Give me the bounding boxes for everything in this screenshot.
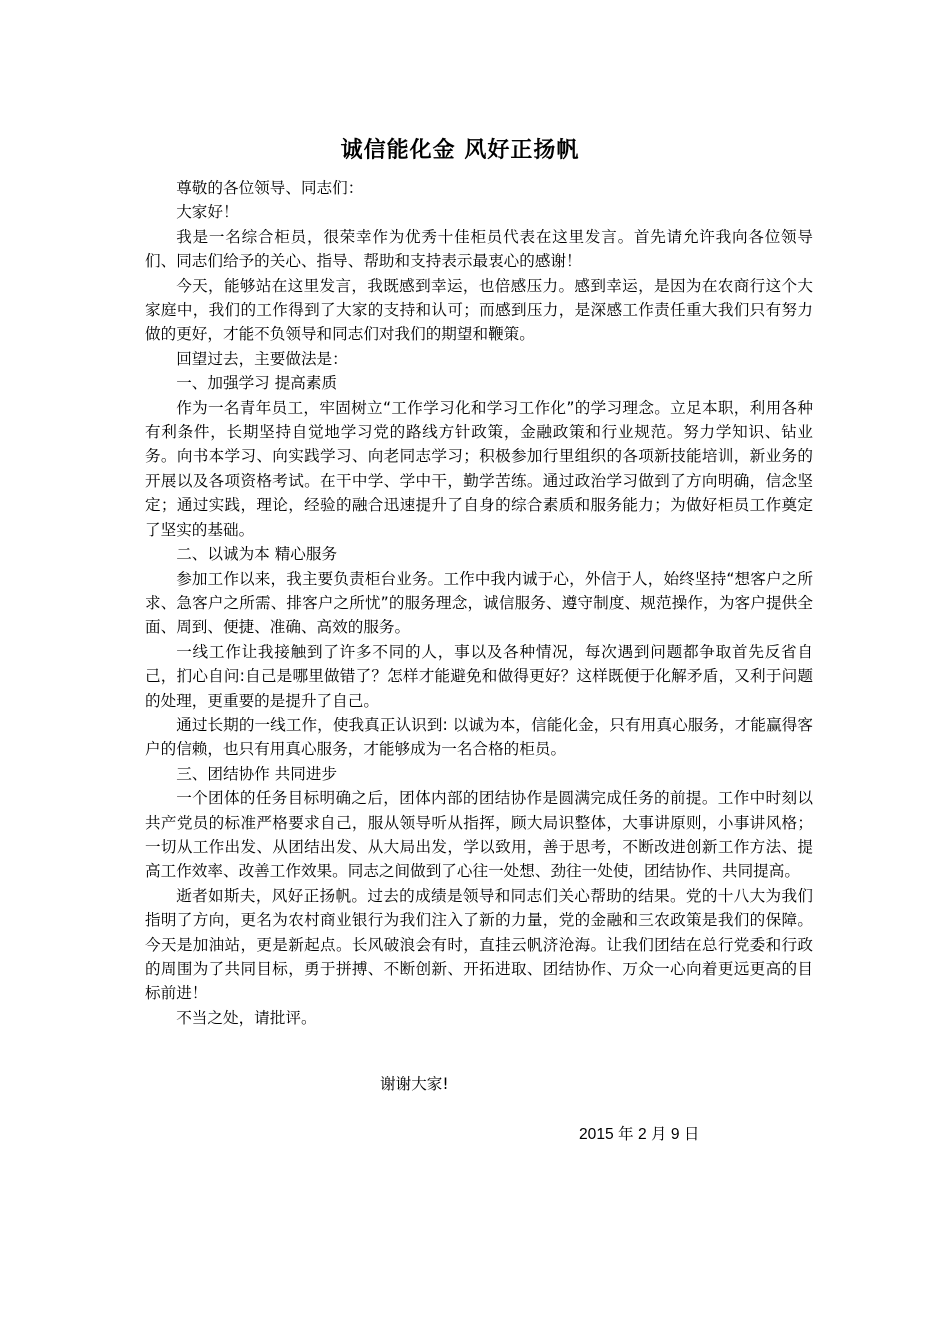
document-date: 2015 年 2 月 9 日 xyxy=(579,1126,700,1143)
section-heading: 三、团结协作 共同进步 xyxy=(176,764,338,783)
body-paragraph: 回望过去，主要做法是： xyxy=(176,349,348,368)
greeting: 大家好！ xyxy=(176,203,239,222)
body-paragraph: 我是一名综合柜员，很荣幸作为优秀十佳柜员代表在这里发言。首先请允许我向各位领导们、同志们给予的关心、指导、帮助和支持表示最衷心的感谢！ xyxy=(145,227,813,271)
body-paragraph: 作为一名青年员工，牢固树立“工作学习化和学习工作化”的学习理念。立足本职，利用各种有利条件，长期坚持自觉地学习党的路线方针政策，金融政策和行业规范。努力学知识、钻业务。向书本学习、向实践学习、向老同志学习；积极参加行里组织的各项新技能培训，新业务的开展以及各项资格考试。在干中学、学中干，勤学苦练。通过政治学习做到了方向明确，信念坚定；通过实践，理论，经验的融合迅速提升了自身的综合素质和服务能力；为做好柜员工作奠定了坚实的基础。 xyxy=(145,398,813,539)
document-title: 诚信能化金 风好正扬帆 xyxy=(340,138,580,163)
body-paragraph: 不当之处，请批评。 xyxy=(176,1008,317,1027)
section-heading: 二、以诚为本 精心服务 xyxy=(176,545,338,564)
body-paragraph: 一个团体的任务目标明确之后，团体内部的团结协作是圆满完成任务的前提。工作中时刻以共产党员的标准严格要求自己，服从领导听从指挥，顾大局识整体，大事讲原则，小事讲风格；一切从工作出发、从团结出发、从大局出发，学以致用，善于思考，不断改进创新工作方法、提高工作效率、改善工作效果。同志之间做到了心往一处想、劲往一处使，团结协作、共同提高。 xyxy=(145,789,813,881)
body-paragraph: 通过长期的一线工作，使我真正认识到: 以诚为本，信能化金，只有用真心服务，才能赢得客户的信赖，也只有用真心服务，才能够成为一名合格的柜员。 xyxy=(145,715,813,759)
body-paragraph: 逝者如斯夫，风好正扬帆。过去的成绩是领导和同志们关心帮助的结果。党的十八大为我们指明了方向，更名为农村商业银行为我们注入了新的力量，党的金融和三农政策是我们的保障。今天是加油站，更是新起点。长风破浪会有时，直挂云帆济沧海。让我们团结在总行党委和行政的周围为了共同目标，勇于拼搏、不断创新、开拓进取、团结协作、万众一心向着更远更高的目标前进！ xyxy=(145,886,813,1003)
salutation: 尊敬的各位领导、同志们： xyxy=(176,179,364,197)
section-heading: 一、加强学习 提高素质 xyxy=(176,374,338,393)
body-paragraph: 今天，能够站在这里发言，我既感到幸运，也倍感压力。感到幸运，是因为在农商行这个大家庭中，我们的工作得到了大家的支持和认可；而感到压力，是深感工作责任重大我们只有努力做的更好，才能不负领导和同志们对我们的期望和鞭策。 xyxy=(145,276,813,344)
document-body xyxy=(145,176,813,1030)
closing-thanks: 谢谢大家! xyxy=(380,1075,449,1093)
body-paragraph: 参加工作以来，我主要负责柜台业务。工作中我内诚于心，外信于人，始终坚持“想客户之所求、急客户之所需、排客户之所忧”的服务理念，诚信服务、遵守制度、规范操作，为客户提供全面、周到、便捷、准确、高效的服务。 xyxy=(145,569,813,637)
body-paragraph: 一线工作让我接触到了许多不同的人，事以及各种情况，每次遇到问题都争取首先反省自己，扪心自问:自己是哪里做错了？怎样才能避免和做得更好？这样既便于化解矛盾，又利于问题的处理，更重要的是提升了自己。 xyxy=(145,642,813,710)
